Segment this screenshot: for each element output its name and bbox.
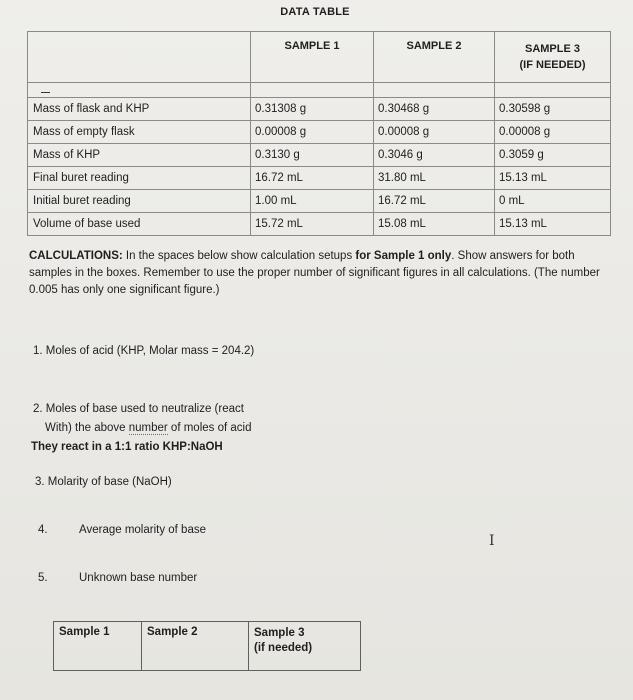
sample-1-value: 15.72 mL: [251, 213, 374, 236]
row-label: Initial buret reading: [28, 190, 251, 213]
question-5-text: Unknown base number: [79, 572, 198, 584]
answer-box-sample-3-line1: Sample 3: [254, 627, 305, 639]
header-label-cell: [28, 32, 251, 83]
text-cursor-icon: I: [489, 533, 495, 549]
answer-boxes: [53, 621, 361, 671]
header-sample-3-line1: SAMPLE 3: [524, 43, 580, 55]
sample-1-value: 0.00008 g: [251, 121, 374, 144]
question-2: [33, 400, 251, 457]
question-5: [38, 572, 198, 584]
spacer-cell: [251, 83, 374, 98]
question-2-spellcheck-word: number: [128, 422, 168, 434]
sample-3-value: 0.3059 g: [495, 144, 611, 167]
sample-2-value: 0.00008 g: [374, 121, 495, 144]
sample-3-value: 15.13 mL: [495, 167, 611, 190]
table-row: [28, 144, 611, 167]
spacer-cell: [28, 83, 251, 98]
header-sample-3: [495, 32, 611, 83]
sample-2-value: 31.80 mL: [374, 167, 495, 190]
question-3: 3. Molarity of base (NaOH): [35, 476, 172, 488]
table-spacer-row: [28, 83, 611, 98]
sample-1-value: 0.31308 g: [251, 98, 374, 121]
spacer-cell: [495, 83, 611, 98]
row-label: Mass of flask and KHP: [28, 98, 251, 121]
question-2-text-c: of moles of acid: [167, 422, 252, 434]
table-row: [28, 121, 611, 144]
sample-3-value: 0.30598 g: [495, 98, 611, 121]
answer-box-sample-2[interactable]: Sample 2: [142, 622, 249, 671]
data-table: [27, 31, 611, 236]
sample-3-value: 15.13 mL: [495, 213, 611, 236]
answer-box-sample-1[interactable]: Sample 1: [54, 622, 142, 671]
table-header-row: [28, 32, 611, 83]
question-2-line-2: [33, 419, 251, 438]
row-label: Mass of empty flask: [28, 121, 251, 144]
calculations-heading: CALCULATIONS:: [29, 250, 123, 262]
calculations-instructions: [29, 248, 614, 299]
sample-2-value: 15.08 mL: [374, 213, 495, 236]
question-1: 1. Moles of acid (KHP, Molar mass = 204.2): [33, 345, 255, 357]
sample-1-value: 16.72 mL: [251, 167, 374, 190]
answer-row: [54, 622, 361, 671]
table-row: [28, 190, 611, 213]
page-title: DATA TABLE: [280, 6, 350, 18]
sample-3-value: 0.00008 g: [495, 121, 611, 144]
sample-2-value: 0.30468 g: [374, 98, 495, 121]
header-sample-1: SAMPLE 1: [251, 32, 374, 83]
question-4-number: 4.: [38, 524, 48, 536]
answer-box-sample-3[interactable]: [249, 622, 361, 671]
question-2-line-3: They react in a 1:1 ratio KHP:NaOH: [31, 441, 223, 453]
row-label: Final buret reading: [28, 167, 251, 190]
calculations-text-1: In the spaces below show calculation setups: [122, 250, 356, 262]
sample-2-value: 16.72 mL: [374, 190, 495, 213]
calculations-text-2: . Show answers for both samples in the boxes. Remember to use the proper number of significant figures in all calculations. (The number 0.005 has only one significant figure.): [29, 250, 600, 296]
row-label: Volume of base used: [28, 213, 251, 236]
table-row: [28, 98, 611, 121]
table-row: [28, 167, 611, 190]
table-row: [28, 213, 611, 236]
calculations-bold-1: for Sample 1 only: [355, 250, 452, 262]
sample-1-value: 1.00 mL: [251, 190, 374, 213]
question-2-line-1: 2. Moles of base used to neutralize (react: [33, 403, 244, 415]
sample-1-value: 0.3130 g: [251, 144, 374, 167]
sample-3-value: 0 mL: [495, 190, 611, 213]
spacer-cell: [374, 83, 495, 98]
answer-box-sample-3-line2: (if needed): [254, 642, 313, 654]
sample-2-value: 0.3046 g: [374, 144, 495, 167]
header-sample-2: SAMPLE 2: [374, 32, 495, 83]
question-4-text: Average molarity of base: [79, 524, 206, 536]
row-label: Mass of KHP: [28, 144, 251, 167]
question-5-number: 5.: [38, 572, 48, 584]
question-4: [38, 524, 206, 536]
question-2-text-a: With) the above: [45, 422, 129, 434]
dash-mark: [41, 92, 50, 93]
header-sample-3-line2: (IF NEEDED): [519, 59, 586, 71]
